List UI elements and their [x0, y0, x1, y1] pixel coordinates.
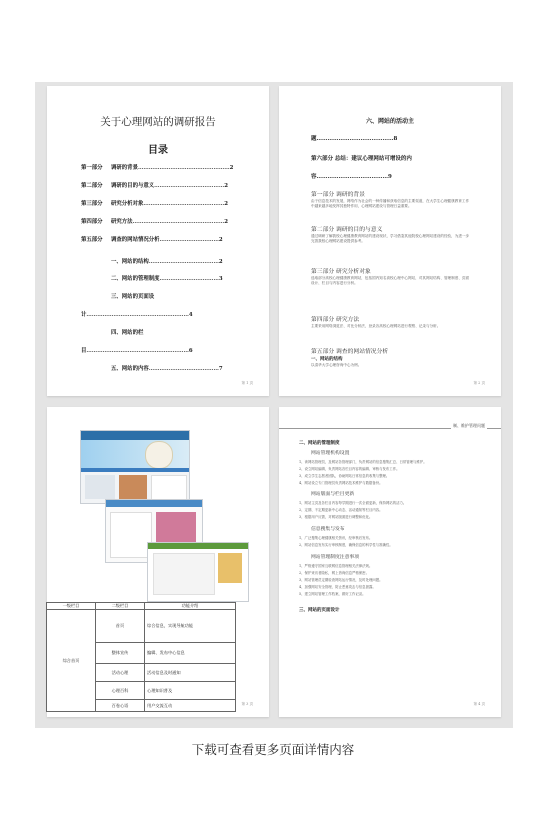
table-cell: 用户交流互动	[145, 700, 236, 712]
screenshot-photo	[119, 475, 147, 499]
toc-entry[interactable]	[81, 274, 269, 282]
subsection-title: 网站管理机构设置	[311, 451, 350, 456]
subsection-text: 以清华大学心理咨询中心为例。	[311, 363, 362, 367]
screenshot-header-bar	[148, 543, 248, 549]
document-page-4[interactable]	[279, 407, 501, 717]
screenshot-list	[110, 512, 152, 558]
body-line: 1、网站主页及各栏目内容每学期进行一次全面更新，保持网站的活力。	[299, 501, 407, 505]
body-line: 2、保护来访者隐私，网上咨询信息严格保密。	[299, 571, 369, 575]
screenshot-sidebar	[85, 475, 115, 499]
toc-leader-dots: …………………………………	[148, 259, 219, 265]
toc-continued-line: 容…………………………………9	[311, 174, 392, 180]
toc-entry[interactable]	[81, 364, 269, 372]
toc-entry[interactable]	[81, 257, 269, 265]
screenshot-list	[153, 553, 215, 595]
toc-leader-dots: …………………………………………………	[86, 348, 189, 354]
section-title: 三、网站的页面设计	[299, 608, 340, 613]
toc-leader-dots: …………………………………………………	[86, 312, 189, 318]
toc-entry-text: 五、网站的内容	[111, 366, 149, 372]
table-cell: 心理百科	[96, 682, 145, 700]
page-header-label: 制、维护管理问题	[453, 423, 485, 428]
toc-entry-text: 四、网站的栏	[111, 330, 144, 336]
toc-leader-dots: …………………………………	[154, 183, 225, 189]
toc-entry-text: 研究分析对象	[111, 201, 144, 207]
table-cell: 编辑、发布中心信息	[145, 643, 236, 664]
document-page-2[interactable]	[279, 86, 501, 396]
section-text: 主要采用网络浏览法、对比分析法，登录各高校心理网站进行观察、记录与分析。	[311, 324, 441, 328]
body-line: 4、网站设立专门管理员负责网站技术维护与数据备份。	[299, 481, 383, 485]
website-screenshot-1	[80, 430, 190, 504]
subsection-title: 一、网站的结构	[311, 357, 343, 362]
toc-entry-text: 研究方法	[111, 219, 133, 225]
section-title: 第四部分 研究方法	[311, 317, 360, 323]
screenshot-photo	[156, 512, 196, 542]
toc-entry-text: 一、网站的结构	[111, 259, 149, 265]
body-line: 5、建立网站管理工作档案，做好工作记录。	[299, 592, 366, 596]
toc-entry[interactable]	[81, 310, 241, 318]
page-number: 第 4 页	[473, 702, 485, 706]
toc-entry[interactable]	[81, 181, 241, 189]
toc-page-number: 6	[188, 348, 193, 354]
table-cell: 心理知识普及	[145, 682, 236, 700]
section-title: 第三部分 研究分析对象	[311, 269, 371, 275]
section-title: 第二部分 调研的目的与意义	[311, 227, 383, 233]
toc-page-number: 2	[229, 165, 234, 171]
body-line: 3、成立学生志愿者团队，协助网站日常信息的收集与整理。	[299, 474, 390, 478]
toc-entry[interactable]	[81, 199, 241, 207]
subsection-title: 网站管理制度注意事项	[311, 555, 359, 560]
screenshot-photo	[218, 553, 242, 583]
toc-entry-text: 二、网站的管理制度	[111, 276, 160, 282]
body-line: 1、广泛搜集心理健康相关资讯，经审核后发布。	[299, 536, 373, 540]
screenshot-nav-bar	[81, 468, 189, 472]
table-cell: 整体宣传	[96, 643, 145, 664]
table-cell: 百卷心语	[96, 700, 145, 712]
section-text: 由于信息技术的发展，网络作为社会的一种传播和获取信息的主要渠道，在大学生心理健康教育工作中越来越多地发挥其独特作用，心理网站建设与管理日益重要。	[311, 199, 470, 208]
page-number: 第 3 页	[241, 702, 253, 706]
toc-page-number: 7	[218, 366, 223, 372]
table-cell: 首页	[96, 610, 145, 643]
toc-page-number: 2	[224, 183, 228, 189]
table-cell: 活动信息及时通知	[145, 664, 236, 682]
column-table	[46, 602, 236, 712]
screenshot-header-bar	[106, 500, 202, 507]
section-title: 二、网站的管理制度	[299, 441, 340, 446]
toc-page-number: 2	[224, 201, 228, 207]
subsection-title: 网站版面与栏目更新	[311, 492, 355, 497]
toc-part-number: 第五部分	[81, 237, 103, 243]
table-row	[47, 610, 236, 643]
body-line: 4、加强网站安全管理，防止恶意攻击与信息泄露。	[299, 585, 376, 589]
toc-part-number: 第四部分	[81, 219, 103, 225]
toc-page-number: 2	[218, 259, 223, 265]
toc-leader-dots: ……………………………	[159, 276, 219, 282]
toc-part-number: 第三部分	[81, 201, 103, 207]
toc-entry[interactable]	[81, 163, 241, 171]
body-line: 2、网站信息发布实行审核制度，确保信息的科学性与准确性。	[299, 543, 393, 547]
toc-leader-dots: ………………………………………	[143, 201, 225, 207]
toc-entry-text: 目	[81, 348, 87, 354]
toc-entry-text: 调研的背景	[111, 165, 138, 171]
toc-part-number: 第二部分	[81, 183, 103, 189]
toc-continued-line: 第六部分 总结：建议心理网站可增设的内	[311, 156, 412, 162]
table-header-cell: 二级栏目	[96, 603, 145, 610]
toc-leader-dots: …………………………………	[148, 366, 219, 372]
toc-entry-text: 三、网站的页面设	[111, 294, 155, 300]
toc-entry-text: 调研的目的与意义	[111, 183, 155, 189]
screenshot-content	[151, 475, 187, 501]
toc-leader-dots: ……………………………………………	[132, 219, 225, 225]
table-cell: 综合首页	[47, 610, 96, 712]
toc-entry-text: 计	[81, 312, 87, 318]
toc-page-number: 2	[224, 219, 228, 225]
body-line: 1、该网站管理员，及网站各管理部门，负责网站的信息搜集汇总、日常管理与维护。	[299, 460, 427, 464]
body-line: 2、设立网站编辑，负责网站各栏目内容的编辑、审核与发布工作。	[299, 467, 400, 471]
toc-entry[interactable]	[81, 328, 269, 336]
section-title: 第一部分 调研的背景	[311, 192, 366, 198]
toc-part-number: 第一部分	[81, 165, 103, 171]
toc-continued-line: 题……………………………………8	[311, 136, 398, 142]
page-number: 第 1 页	[241, 381, 253, 385]
body-line: 3、网站管理员定期检查网站运行情况，及时处理问题。	[299, 578, 383, 582]
toc-leader-dots: ……………………………	[159, 237, 219, 243]
table-header-cell: 功能介绍	[145, 603, 236, 610]
toc-continued-heading: 六、网站的活动主	[365, 118, 414, 125]
body-line: 2、定期、不定期更新中心动态、活动通知等栏目内容。	[299, 508, 383, 512]
table-cell: 活动心理	[96, 664, 145, 682]
toc-heading: 目录	[148, 145, 168, 156]
section-text: 选取部分高校心理健康教育网站，包括国内知名高校心理中心网站，对其网站结构、管理制度、页面设计、栏目与内容进行分析。	[311, 276, 470, 285]
body-line: 1、严格遵守国家互联网信息管理相关法律法规。	[299, 564, 373, 568]
subsection-title: 信息搜集与发布	[311, 527, 345, 532]
toc-leader-dots: ……………………………………………	[137, 165, 230, 171]
toc-entry[interactable]	[81, 217, 241, 225]
document-page-1[interactable]	[47, 86, 269, 396]
toc-entry-text: 调查的网站情况分析	[111, 237, 160, 243]
section-title: 第五部分 调查的网站情况分析	[311, 349, 389, 355]
toc-page-number: 3	[218, 276, 223, 282]
download-hint-text: 下载可查看更多页面详情内容	[191, 742, 355, 757]
toc-entry[interactable]	[81, 292, 269, 300]
cup-image	[145, 441, 173, 469]
toc-entry[interactable]	[81, 235, 241, 243]
toc-entry[interactable]	[81, 346, 241, 354]
report-title: 关于心理网站的调研报告	[100, 116, 216, 128]
table-cell: 综合信息，实现导航功能	[145, 610, 236, 643]
body-line: 3、根据用户反馈，对网站版面进行调整和优化。	[299, 515, 373, 519]
toc-page-number: 2	[218, 237, 223, 243]
website-screenshot-3	[147, 542, 249, 602]
screenshot-header-bar	[81, 431, 189, 440]
section-text: 通过调研了解我校心理健康教育网站的建设现状，学习借鉴其他院校心理网站建设的经验，为进一步完善我校心理网站建设提供参考。	[311, 234, 470, 243]
table-header-cell: 一级栏目	[47, 603, 96, 610]
table-header-row	[47, 603, 236, 610]
toc-page-number: 4	[188, 312, 193, 318]
page-number: 第 2 页	[473, 381, 485, 385]
